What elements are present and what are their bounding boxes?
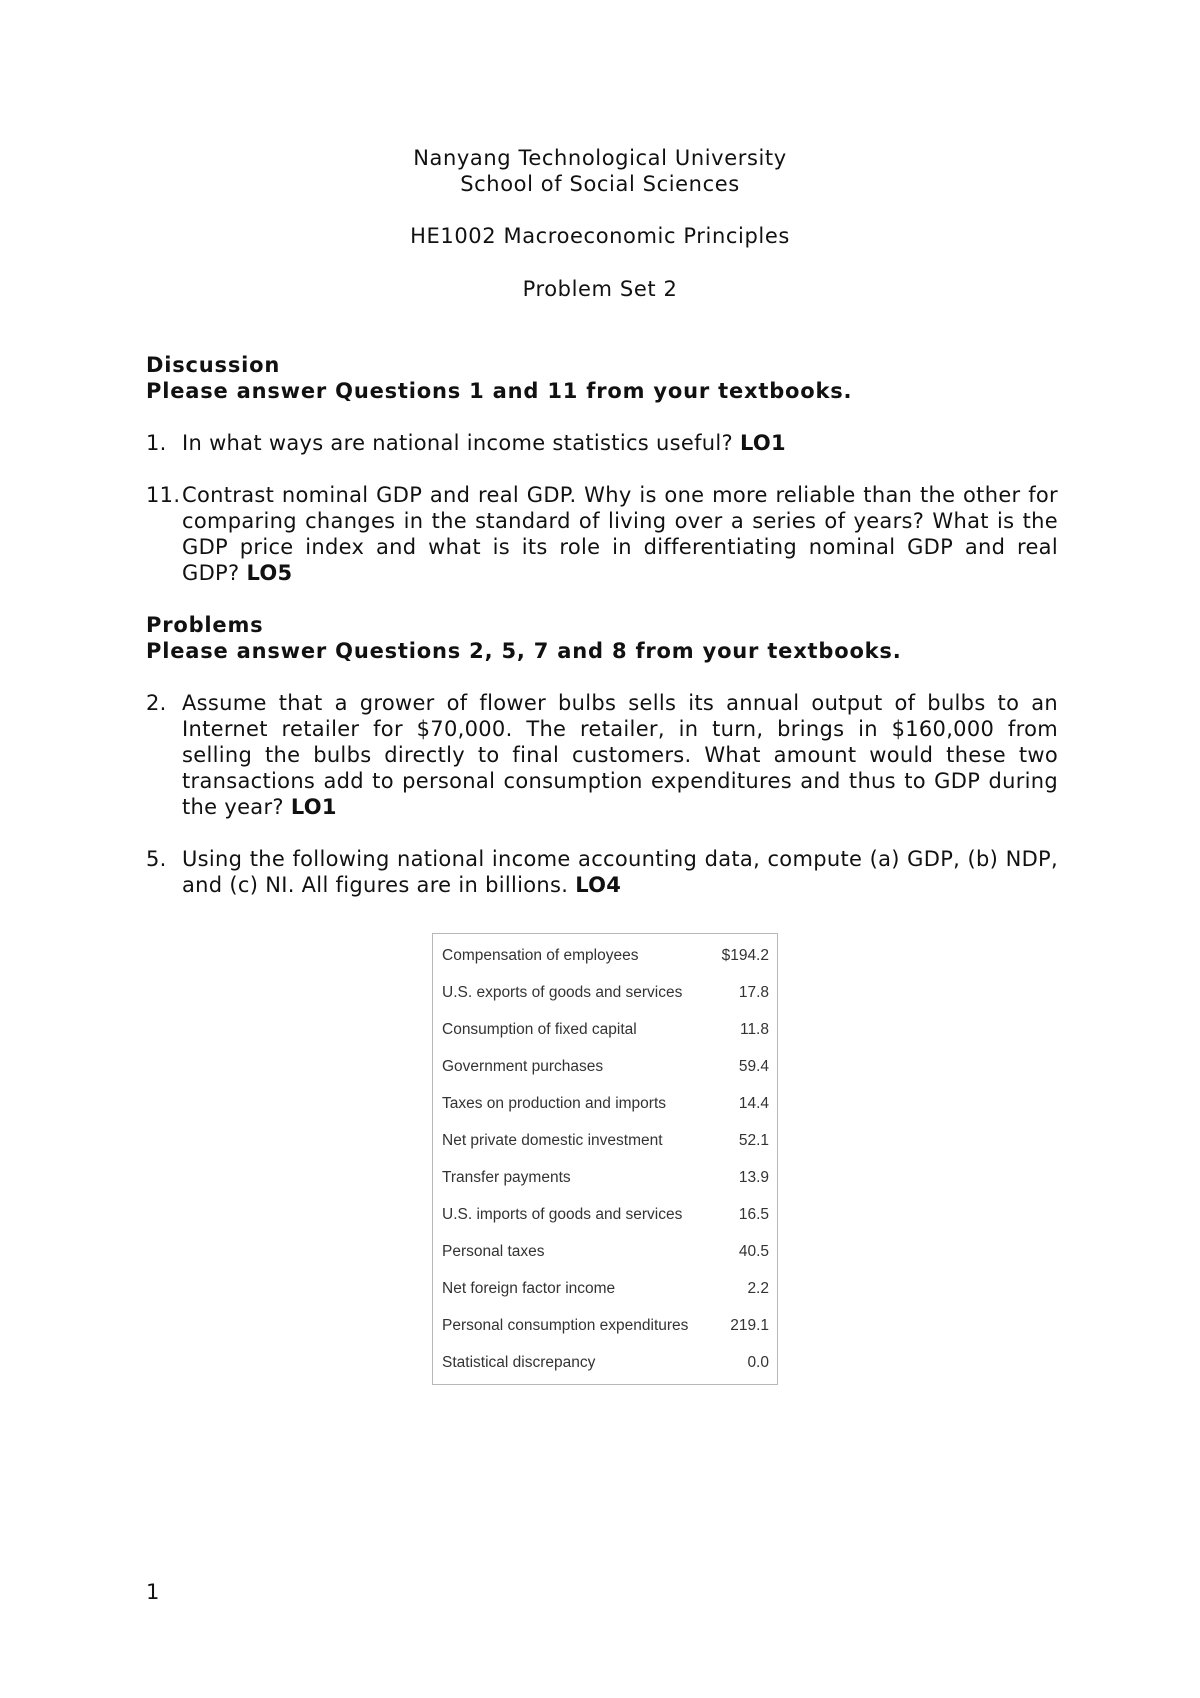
- discussion-question-1: [146, 430, 1058, 456]
- question-number: 2.: [146, 691, 167, 715]
- learning-outcome-tag: LO1: [739, 431, 786, 455]
- row-value: 219.1: [730, 1317, 769, 1334]
- national-income-data-table: [432, 933, 778, 1385]
- table-row: [433, 1011, 777, 1048]
- question-text: Using the following national income accounting data, compute (a) GDP, (b) NDP, and (c) NI. All figures are in billions. LO4: [182, 847, 1058, 897]
- row-value: 2.2: [747, 1280, 769, 1297]
- row-label: Government purchases: [442, 1058, 604, 1075]
- problems-section: [146, 612, 1058, 664]
- question-number: 5.: [146, 847, 167, 871]
- row-label: Transfer payments: [442, 1169, 571, 1186]
- row-value: 0.0: [747, 1354, 769, 1371]
- school-name: School of Social Sciences: [460, 172, 740, 196]
- page-number: 1: [146, 1580, 160, 1604]
- problem-question-2: [146, 690, 1058, 820]
- row-label: Consumption of fixed capital: [442, 1021, 637, 1038]
- row-value: 52.1: [738, 1132, 769, 1149]
- row-value: 16.5: [738, 1206, 769, 1223]
- row-label: Statistical discrepancy: [442, 1354, 596, 1371]
- row-label: U.S. exports of goods and services: [442, 984, 683, 1001]
- question-text: Assume that a grower of flower bulbs sells its annual output of bulbs to an Internet retailer for $70,000. The retailer, in turn, brings in $160,000 from selling the bulbs directly to final customers. What amount would these two transactions add to personal consumption expenditures and thus to GDP during the year? LO1: [182, 691, 1058, 819]
- row-value: $194.2: [721, 947, 769, 964]
- row-value: 14.4: [738, 1095, 769, 1112]
- question-text: Contrast nominal GDP and real GDP. Why is one more reliable than the other for comparing changes in the standard of living over a series of years? What is the GDP price index and what is its role in differentiating nominal GDP and real GDP? LO5: [182, 483, 1058, 585]
- table-row: [433, 1048, 777, 1085]
- row-value: 13.9: [738, 1169, 769, 1186]
- question-number: 11.: [146, 483, 181, 507]
- table-row: [433, 1122, 777, 1159]
- row-label: U.S. imports of goods and services: [442, 1206, 683, 1223]
- problems-instruction: Please answer Questions 2, 5, 7 and 8 from your textbooks.: [146, 639, 902, 663]
- table-row: [433, 1159, 777, 1196]
- table-row: [433, 1196, 777, 1233]
- row-value: 11.8: [739, 1021, 769, 1038]
- table-row: [433, 1344, 777, 1381]
- discussion-section: [146, 352, 1058, 404]
- learning-outcome-tag: LO5: [246, 561, 293, 585]
- table-row: [433, 1085, 777, 1122]
- question-number: 1.: [146, 431, 167, 455]
- row-label: Taxes on production and imports: [442, 1095, 667, 1112]
- table-row: [433, 1233, 777, 1270]
- row-label: Net private domestic investment: [442, 1132, 663, 1149]
- table-row: [433, 1270, 777, 1307]
- row-label: Personal consumption expenditures: [442, 1317, 689, 1334]
- row-label: Compensation of employees: [442, 947, 639, 964]
- discussion-instruction: Please answer Questions 1 and 11 from your textbooks.: [146, 379, 853, 403]
- university-name: Nanyang Technological University: [413, 146, 787, 170]
- table-row: [433, 974, 777, 1011]
- learning-outcome-tag: LO4: [575, 873, 622, 897]
- table-row: [433, 937, 777, 974]
- course-title: HE1002 Macroeconomic Principles: [410, 224, 790, 248]
- row-value: 40.5: [738, 1243, 769, 1260]
- problem-question-5: [146, 846, 1058, 898]
- discussion-question-11: [146, 482, 1058, 586]
- row-value: 59.4: [738, 1058, 769, 1075]
- question-text: In what ways are national income statistics useful? LO1: [182, 431, 786, 455]
- discussion-heading: Discussion: [146, 353, 281, 377]
- row-label: Net foreign factor income: [442, 1280, 616, 1297]
- problem-set-title: Problem Set 2: [522, 277, 678, 301]
- table-row: [433, 1307, 777, 1344]
- learning-outcome-tag: LO1: [290, 795, 337, 819]
- row-label: Personal taxes: [442, 1243, 545, 1260]
- problems-heading: Problems: [146, 613, 264, 637]
- row-value: 17.8: [738, 984, 769, 1001]
